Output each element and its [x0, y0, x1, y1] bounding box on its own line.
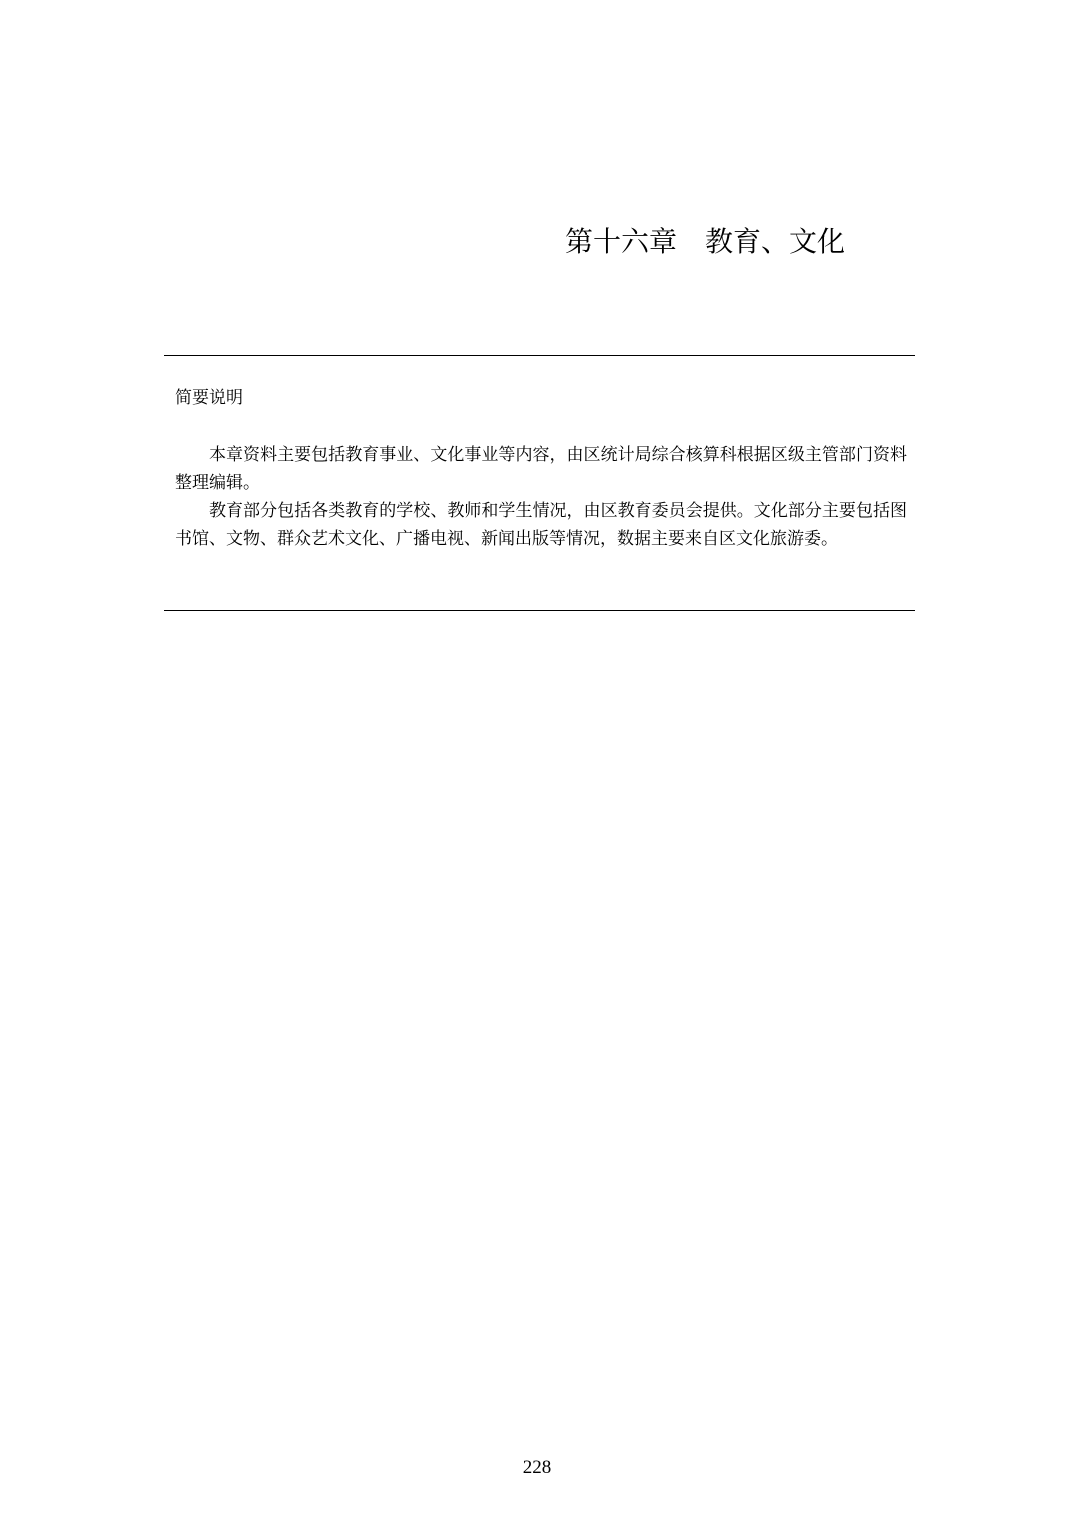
summary-paragraph: 本章资料主要包括教育事业、文化事业等内容，由区统计局综合核算科根据区级主管部门资料整理编辑。	[175, 445, 907, 493]
summary-heading: 简要说明	[175, 388, 243, 408]
bottom-divider	[164, 610, 915, 611]
summary-paragraph: 教育部分包括各类教育的学校、教师和学生情况，由区教育委员会提供。文化部分主要包括图书馆、文物、群众艺术文化、广播电视、新闻出版等情况，数据主要来自区文化旅游委。	[175, 501, 907, 549]
page-number: 228	[522, 1457, 552, 1478]
summary-body	[175, 441, 907, 553]
top-divider	[164, 355, 915, 356]
chapter-title: 第十六章 教育、文化	[565, 225, 846, 258]
